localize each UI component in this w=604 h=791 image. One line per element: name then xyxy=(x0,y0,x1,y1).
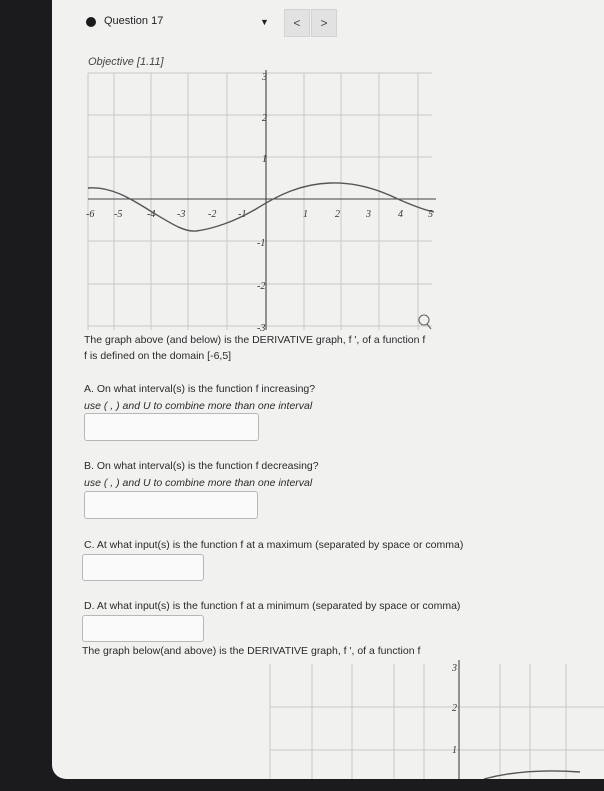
question-a-hint: use ( , ) and U to combine more than one interval xyxy=(84,400,313,412)
increasing-interval-input[interactable] xyxy=(84,413,259,441)
minimum-input[interactable] xyxy=(82,615,204,642)
y-tick-label: -2 xyxy=(257,281,266,292)
next-question-button[interactable]: > xyxy=(311,9,337,37)
objective-label: Objective [1.11] xyxy=(88,56,164,68)
x-tick-label: -3 xyxy=(177,209,186,220)
derivative-curve xyxy=(88,183,434,231)
y-tick-label: -1 xyxy=(257,238,266,249)
question-b-label: B. On what interval(s) is the function f decreasing? xyxy=(84,460,319,472)
x-tick-label: -1 xyxy=(238,209,247,220)
description-line2: f is defined on the domain [-6,5] xyxy=(84,350,232,362)
question-d-label: D. At what input(s) is the function f at a minimum (separated by space or comma) xyxy=(84,600,461,612)
x-tick-label: 2 xyxy=(335,209,340,220)
screen-bezel xyxy=(0,779,604,791)
x-tick-label: -2 xyxy=(208,209,217,220)
x-tick-label: 1 xyxy=(303,209,308,220)
caret-down-icon[interactable]: ▼ xyxy=(260,17,269,27)
x-tick-label: -6 xyxy=(86,209,95,220)
x-tick-label: 5 xyxy=(428,209,433,220)
y-tick-label: 2 xyxy=(262,113,267,124)
x-tick-label: -4 xyxy=(147,209,156,220)
y-tick-label: 3 xyxy=(262,72,267,83)
question-b-hint: use ( , ) and U to combine more than one interval xyxy=(84,477,313,489)
graph2-y-tick-label: 1 xyxy=(452,745,457,756)
question-c-label: C. At what input(s) is the function f at a maximum (separated by space or comma) xyxy=(84,539,464,551)
graph2-y-tick-label: 3 xyxy=(452,663,457,674)
magnifier-icon[interactable] xyxy=(419,315,431,329)
previous-question-button[interactable]: < xyxy=(284,9,310,37)
x-tick-label: 3 xyxy=(366,209,371,220)
x-tick-label: 4 xyxy=(398,209,403,220)
description-line1: The graph above (and below) is the DERIVATIVE graph, f ', of a function f xyxy=(84,334,426,346)
x-tick-label: -5 xyxy=(114,209,123,220)
question-label: Question 17 xyxy=(104,15,164,27)
graph2-y-tick-label: 2 xyxy=(452,703,457,714)
graph2-grid xyxy=(270,664,604,779)
decreasing-interval-input[interactable] xyxy=(84,491,258,519)
maximum-input[interactable] xyxy=(82,554,204,581)
y-tick-label: -3 xyxy=(257,323,266,334)
y-tick-label: 1 xyxy=(262,154,267,165)
graph2-caption: The graph below(and above) is the DERIVATIVE graph, f ', of a function f xyxy=(82,645,421,657)
question-a-label: A. On what interval(s) is the function f increasing? xyxy=(84,383,316,395)
